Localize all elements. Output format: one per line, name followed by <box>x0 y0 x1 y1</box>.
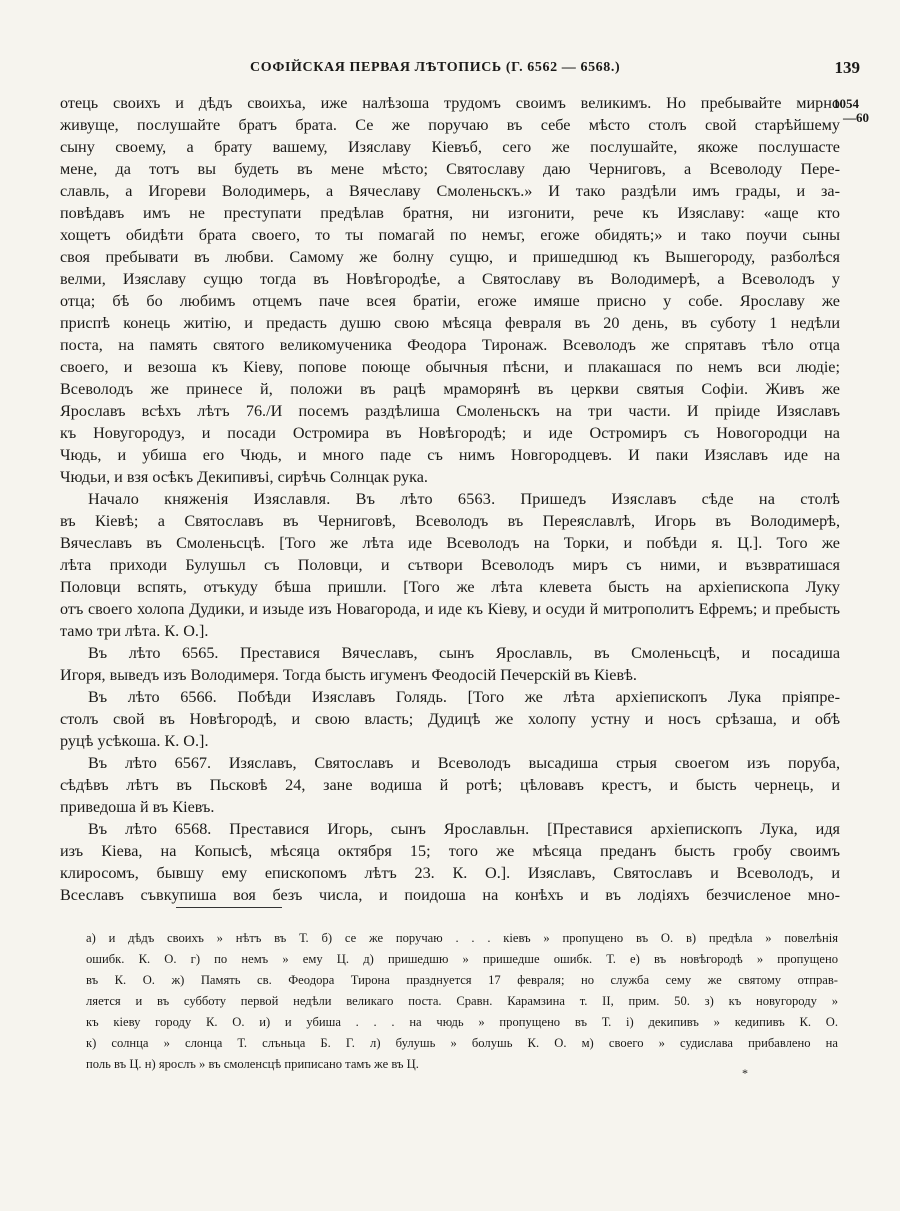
end-asterisk: * <box>742 1066 748 1080</box>
text-line: Вячеславъ въ Смоленьсцѣ. [Того же лѣта иде Всеволодъ на Торки, и побѣди я. Ц.]. Того же <box>60 534 840 552</box>
text-line: Всеславъ съвкупиша воя безъ числа, и поидоша на конѣхъ и въ лодіяхъ безчисленое мно- <box>60 886 840 904</box>
text-line: отець своихъ и дѣдъ своихъа, иже налѣзоша трудомъ своимъ великимъ. Но пребывайте мирно <box>60 94 840 112</box>
text-line: къ Новугородуз, и посади Остромира въ Новѣгородѣ; и иде Остромиръ съ Новогородци на <box>60 424 840 442</box>
footnote-separator <box>176 907 282 908</box>
text-line: Половци вспять, отъкуду бѣша пришли. [Того же лѣта клевета бысть на архіепископа Луку <box>60 578 840 596</box>
text-line: Въ лѣто 6565. Преставися Вячеславъ, сынъ Ярославль, въ Смоленьсцѣ, и посадиша <box>88 644 840 662</box>
text-line: Въ лѣто 6566. Побѣди Изяславъ Голядь. [Того же лѣта архіепископъ Лука пріяпре- <box>88 688 840 706</box>
text-line: хощетъ обидѣти брата своего, то ты помагай по немъг, егоже обидять;» и тако поучи сыны <box>60 226 840 244</box>
running-header <box>60 58 860 84</box>
text-line: Ярославъ всѣхъ лѣтъ 76./И посемъ раздѣлиша Смоленьскъ на три части. И пріиде Изяславъ <box>60 402 840 420</box>
text-line: руцѣ усѣкоша. К. О.]. <box>60 732 209 750</box>
text-line: Чюдь, и убиша его Чюдь, и много паде съ нимъ Новгородцевъ. И паки Изяславъ иде на <box>60 446 840 464</box>
text-line: приведоша й въ Кіевъ. <box>60 798 215 816</box>
footnote-line: поль въ Ц. н) ярослъ » въ смоленсцѣ приписано тамъ же въ Ц. <box>86 1057 419 1071</box>
footnote-line: а) и дѣдъ своихъ » нѣтъ въ Т. б) се же поручаю . . . кіевъ » пропущено въ О. в) предѣла » повелѣнія <box>86 931 838 945</box>
text-line: велми, Изяславу сущю тогда въ Новѣгородѣе, а Святославу въ Володимерѣ, а Всеволодъ у <box>60 270 840 288</box>
text-line: отъ своего холопа Дудики, и изыде изъ Новагорода, и иде къ Кіеву, и осуди й митрополитъ Ефремъ; и пребысть тамо три лѣта. К. О.]. <box>60 600 840 640</box>
text-line: поста, на память святого великомученика Феодора Тиронаж. Всеволодъ же спрятавъ тѣло отца <box>60 336 840 354</box>
text-line: повѣдавъ имъ не преступати предѣлав братня, ни изгонити, рече къ Изяславу: «аще кто <box>60 204 840 222</box>
text-line: отца; бѣ бо любимъ отцемъ паче всея братіи, егоже имяше присно у собе. Ярославу же <box>60 292 840 310</box>
text-line: сѣдѣвъ лѣтъ въ Пьсковѣ 24, зане водиша й ротѣ; цѣловавъ крестъ, и бысть чернець, и <box>60 776 840 794</box>
section-heading-line: Начало княженія Изяславля. Въ лѣто 6563. Пришедъ Изяславъ сѣде на столѣ <box>88 490 840 508</box>
text-line: клиросомъ, бывшу ему епископомъ лѣтъ 23. К. О.]. Изяславъ, Святославъ и Всеволодъ, и <box>60 864 840 882</box>
footnote-line: ляется и въ субботу первой недѣли великаго поста. Сравн. Карамзина т. II, прим. 50. з) къ новугороду » <box>86 994 838 1008</box>
footnote-line: ошибк. К. О. г) по немъ » ему Ц. д) пришедшю » пришедше ошибк. Т. е) въ новѣгородѣ » пропущено <box>86 952 838 966</box>
text-line: Чюдьи, и взя осѣкъ Декипивъі, сирѣчь Солнцак рука. <box>60 468 428 486</box>
footnote-line: въ К. О. ж) Память св. Феодора Тирона празднуется 17 февраля; но служба сему же святому отправ- <box>86 973 838 987</box>
text-line: Игоря, выведъ изъ Володимеря. Тогда бысть игуменъ Феодосій Печерскій въ Кіевѣ. <box>60 666 637 684</box>
running-title: СОФІЙСКАЯ ПЕРВАЯ ЛѢТОПИСЬ (Г. 6562 — 6568.) <box>250 60 621 75</box>
page-number: 139 <box>834 58 860 77</box>
text-line: въ Кіевѣ; а Святославъ въ Черниговѣ, Всеволодъ въ Переяславлѣ, Игорь въ Володимерѣ, <box>60 512 840 530</box>
text-line: Всеволодъ же принесе й, положи въ рацѣ мраморянѣ въ церкви святыя Софіи. Живъ же <box>60 380 840 398</box>
text-line: мене, да тотъ вы будеть въ мене мѣсто; Святославу даю Черниговъ, а Всеволоду Пере- <box>60 160 840 178</box>
text-line: Въ лѣто 6568. Преставися Игорь, сынъ Ярославльн. [Преставися архіепископъ Лука, идя <box>88 820 840 838</box>
text-line: лѣта приходи Булушьл съ Половци, и сътвори Всеволодъ миръ съ ними, и възвратишася <box>60 556 840 574</box>
footnote-line: к) солнца » слонца Т. слъньца Б. Г. л) булушь » болушь К. О. м) своего » судислава прибавлено на <box>86 1036 838 1050</box>
text-line: славль, а Игореви Володимерь, а Вячеславу Смоленьскъ.» И тако раздѣли имъ грады, и за- <box>60 182 840 200</box>
text-line: изъ Кіева, на Копысѣ, мѣсяца октября 15; того же мѣсяца преданъ бысть гробу своимъ <box>60 842 840 860</box>
text-line: Въ лѣто 6567. Изяславъ, Святославъ и Всеволодъ высадиша стрыя своегом изъ поруба, <box>88 754 840 772</box>
text-line: приспѣ конець житію, и предасть душю свою мѣсяца февраля въ 20 день, въ суботу 1 недѣли <box>60 314 840 332</box>
text-line: сыну своему, а брату вашему, Изяславу Кіевъб, сего же послушайте, якоже послушасте <box>60 138 840 156</box>
text-line: своего, и везоша къ Кіеву, попове поюще обычныя пѣсни, и плакашася по немъ вси людіе; <box>60 358 840 376</box>
text-line: своя пребывати въ любви. Самому же болну сущю, и пришедшюд къ Вышегороду, разболѣся <box>60 248 840 266</box>
text-line: живуще, послушайте братъ брата. Се же поручаю въ себе мѣсто столъ свой старѣйшему <box>60 116 840 134</box>
footnote-line: къ кіеву городу К. О. и) и убиша . . . на чюдь » пропущено въ Т. і) декипивъ » кедипивъ К. О. <box>86 1015 838 1029</box>
margin-year-end: —60 <box>843 110 869 125</box>
margin-year-start: 1054 <box>833 96 859 111</box>
text-line: столъ свой въ Новѣгородѣ, и свою власть; Дудицѣ же холопу устну и носъ срѣзаша, и обѣ <box>60 710 840 728</box>
